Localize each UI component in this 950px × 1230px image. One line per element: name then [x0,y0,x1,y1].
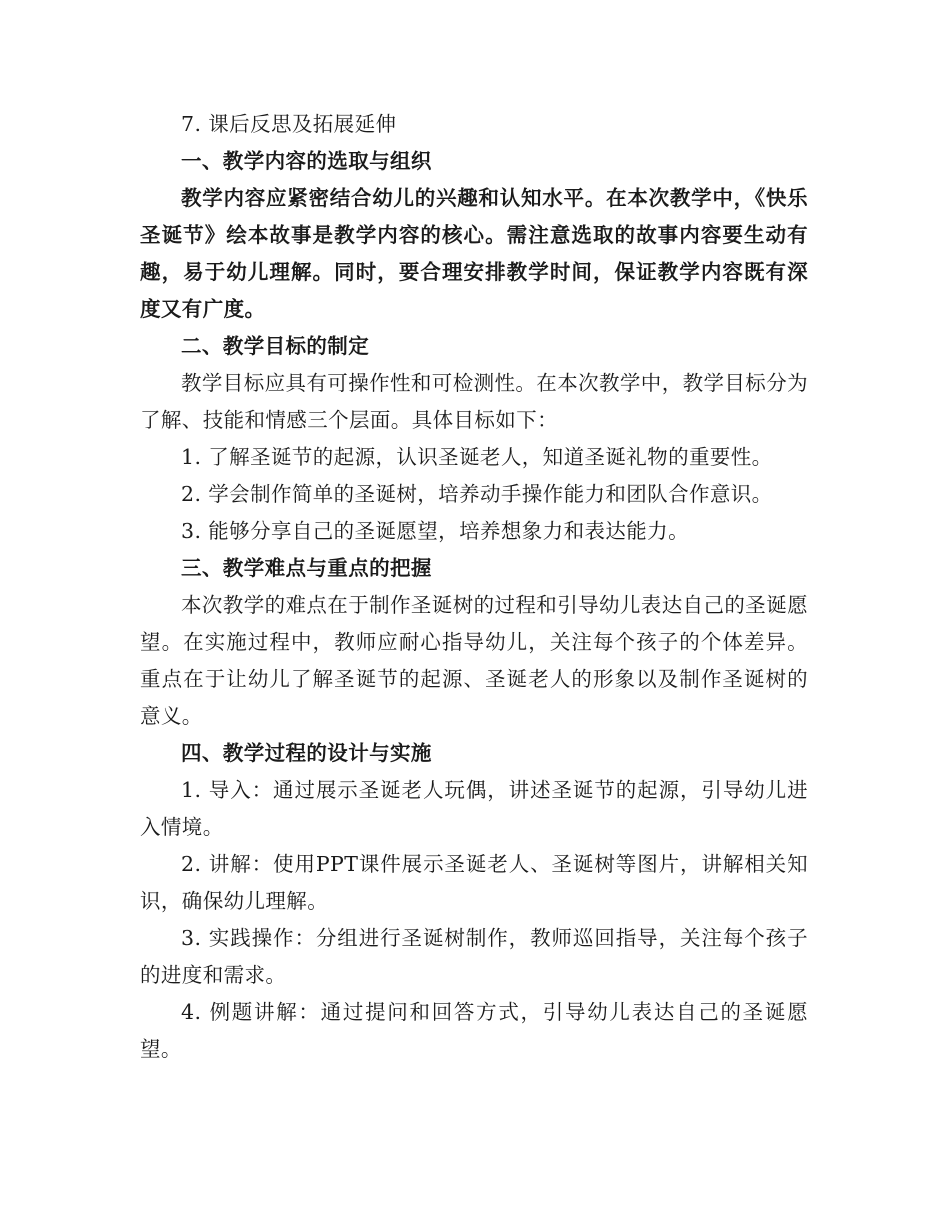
list-item-objective-1: 1. 了解圣诞节的起源，认识圣诞老人，知道圣诞礼物的重要性。 [181,445,773,469]
section-heading-key-points: 三、教学难点与重点的把握 [181,556,432,580]
list-item-objective-3: 3. 能够分享自己的圣诞愿望，培养想象力和表达能力。 [181,519,689,543]
body-paragraph-objectives: 教学目标应具有可操作性和可检测性。在本次教学中，教学目标分为了解、技能和情感三个层面。具体目标如下： [140,371,808,432]
list-item-process-4: 4. 例题讲解：通过提问和回答方式，引导幼儿表达自己的圣诞愿望。 [140,1000,808,1061]
section-heading-objectives: 二、教学目标的制定 [181,334,370,358]
list-item-process-3: 3. 实践操作：分组进行圣诞树制作，教师巡回指导，关注每个孩子的进度和需求。 [140,926,808,987]
section-heading-process: 四、教学过程的设计与实施 [181,741,432,765]
section-heading-content: 一、教学内容的选取与组织 [181,149,432,173]
list-item-reflection: 7. 课后反思及拓展延伸 [181,112,397,136]
body-paragraph-content: 教学内容应紧密结合幼儿的兴趣和认知水平。在本次教学中，《快乐圣诞节》绘本故事是教学内容的核心。需注意选取的故事内容要生动有趣，易于幼儿理解。同时，要合理安排教学时间，保证教学内容既有深度又有广度。 [140,186,808,321]
document-page [140,106,808,1068]
list-item-process-2: 2. 讲解：使用PPT课件展示圣诞老人、圣诞树等图片，讲解相关知识，确保幼儿理解。 [140,852,808,913]
list-item-process-1: 1. 导入：通过展示圣诞老人玩偶，讲述圣诞节的起源，引导幼儿进入情境。 [140,778,808,839]
list-item-objective-2: 2. 学会制作简单的圣诞树，培养动手操作能力和团队合作意识。 [181,482,773,506]
body-paragraph-key-points: 本次教学的难点在于制作圣诞树的过程和引导幼儿表达自己的圣诞愿望。在实施过程中，教师应耐心指导幼儿，关注每个孩子的个体差异。重点在于让幼儿了解圣诞节的起源、圣诞老人的形象以及制作圣诞树的意义。 [140,593,808,728]
